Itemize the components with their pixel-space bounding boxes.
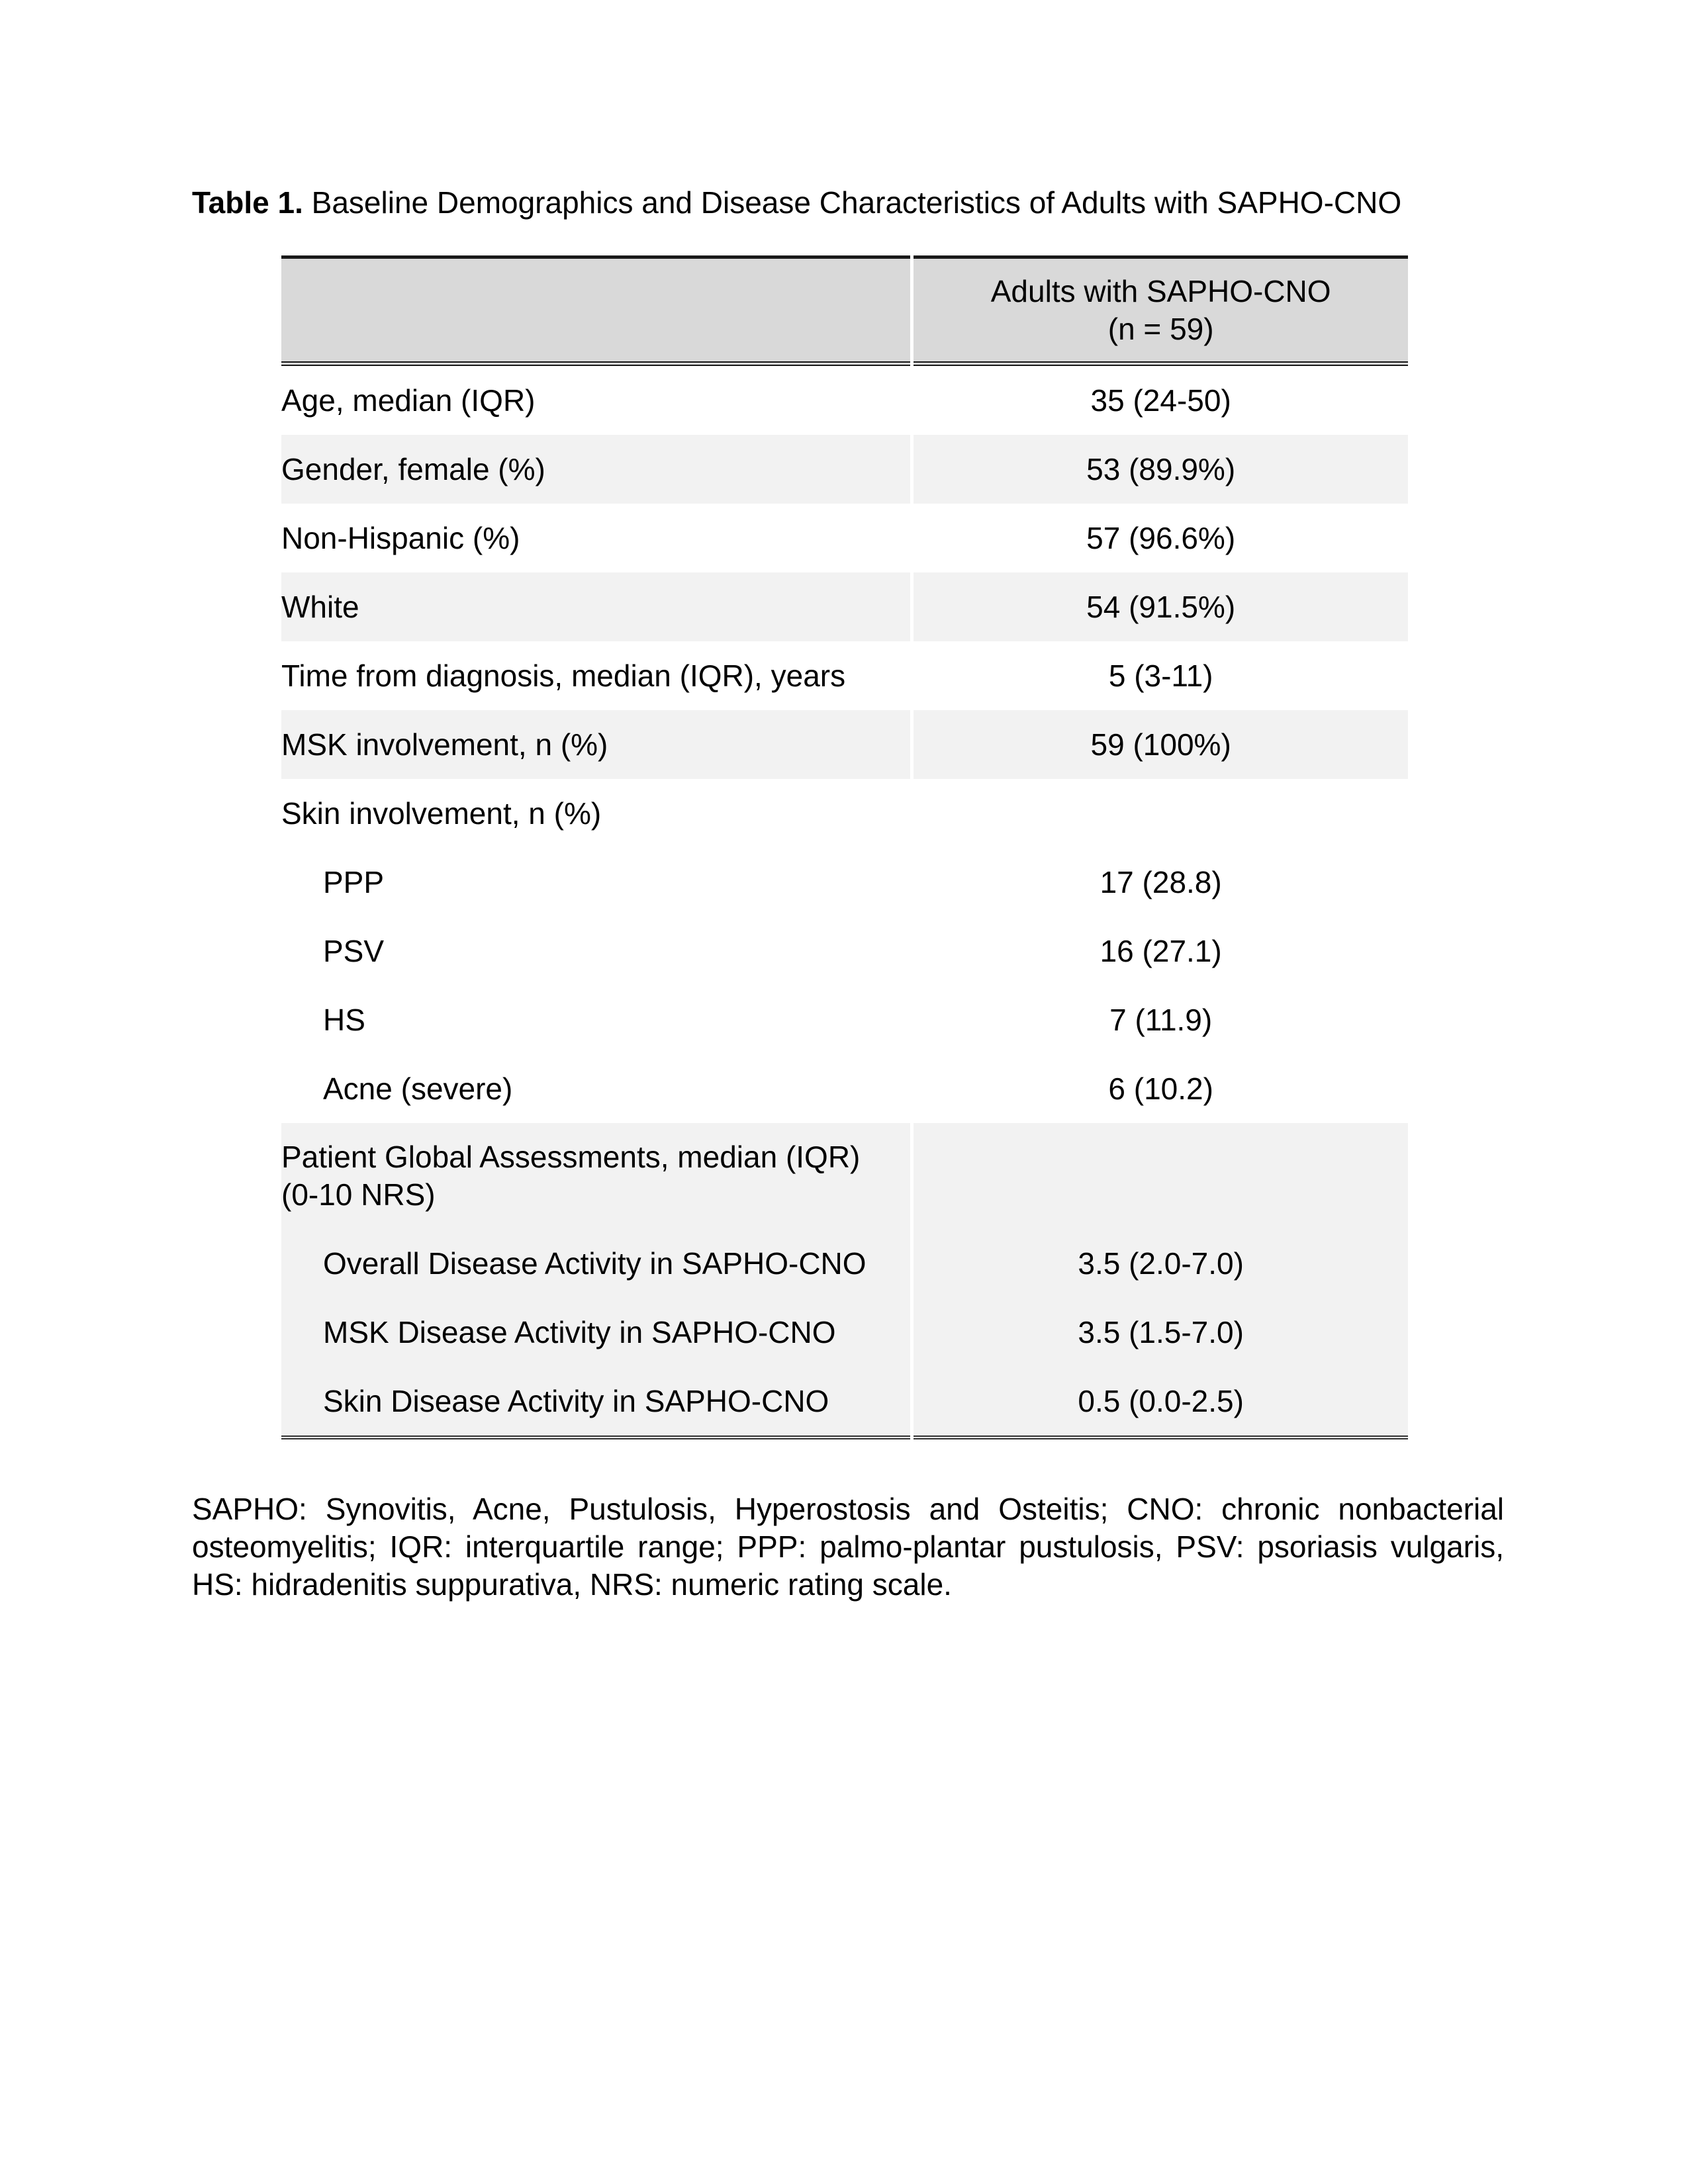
row-value-cell [914, 435, 1408, 504]
row-label: Gender, female (%) [281, 451, 545, 486]
table-caption-label: Table 1. [192, 185, 303, 220]
table-row [281, 848, 1408, 917]
row-value-cell [914, 985, 1408, 1054]
table-row [281, 641, 1408, 710]
row-value: 7 (11.9) [1109, 1002, 1213, 1037]
row-label: White [281, 589, 359, 624]
table-row [281, 366, 1408, 435]
row-label-cell [281, 1123, 910, 1229]
row-value: 57 (96.6%) [1086, 520, 1236, 555]
row-value: 35 (24-50) [1090, 383, 1231, 418]
row-value-cell [914, 1367, 1408, 1439]
row-label: MSK Disease Activity in SAPHO-CNO [323, 1314, 836, 1349]
row-value: 6 (10.2) [1108, 1071, 1213, 1106]
row-label-cell [281, 572, 910, 641]
table-footnote: SAPHO: Synovitis, Acne, Pustulosis, Hyperostosis and Osteitis; CNO: chronic nonbacterial osteomyelitis; IQR: interquartile range; PPP: palmo-plantar pustulosis, PSV: psoriasis vulgaris, HS: hidradenitis suppurativa, NRS: numeric rating scale. [192, 1492, 1504, 1602]
row-label-cell [281, 985, 910, 1054]
demographics-table [278, 255, 1411, 1439]
table-header [281, 255, 1408, 366]
row-label: Age, median (IQR) [281, 383, 536, 418]
row-label-cell [281, 1298, 910, 1367]
row-value-cell [914, 1123, 1408, 1229]
row-label-cell [281, 435, 910, 504]
row-label-cell [281, 710, 910, 779]
row-label: Skin Disease Activity in SAPHO-CNO [323, 1383, 829, 1418]
row-label-cell [281, 848, 910, 917]
row-value-cell [914, 1298, 1408, 1367]
table-row [281, 504, 1408, 572]
row-value-cell [914, 917, 1408, 985]
row-label-cell [281, 641, 910, 710]
table-row [281, 1298, 1408, 1367]
row-label-cell [281, 779, 910, 848]
row-label: Patient Global Assessments, median (IQR) [281, 1140, 861, 1174]
table-row [281, 572, 1408, 641]
row-label-cell [281, 917, 910, 985]
row-label-line2: (0-10 NRS) [281, 1177, 436, 1212]
header-empty-cell [281, 255, 910, 366]
table-row [281, 1123, 1408, 1229]
header-line2: (n = 59) [1107, 311, 1214, 346]
row-value-cell [914, 848, 1408, 917]
header-column-title [914, 255, 1408, 366]
row-value-cell [914, 572, 1408, 641]
row-label: HS [323, 1002, 365, 1037]
table-caption-text: Baseline Demographics and Disease Characteristics of Adults with SAPHO-CNO [311, 185, 1402, 220]
table-row [281, 435, 1408, 504]
row-label: PPP [323, 864, 385, 899]
row-label-cell [281, 1229, 910, 1298]
table-row [281, 1229, 1408, 1298]
table-body [281, 366, 1408, 1439]
header-line1: Adults with SAPHO-CNO [990, 273, 1331, 308]
row-value-cell [914, 641, 1408, 710]
row-value: 16 (27.1) [1100, 933, 1222, 968]
row-label: Skin involvement, n (%) [281, 796, 602, 831]
row-value: 0.5 (0.0-2.5) [1078, 1383, 1244, 1418]
table-row [281, 985, 1408, 1054]
row-value: 5 (3-11) [1108, 658, 1213, 693]
table-row [281, 779, 1408, 848]
row-value: 3.5 (1.5-7.0) [1078, 1314, 1244, 1349]
row-label: Acne (severe) [323, 1071, 513, 1106]
table-caption [192, 184, 1401, 222]
row-label: Non-Hispanic (%) [281, 520, 520, 555]
row-value-cell [914, 504, 1408, 572]
table-row [281, 1367, 1408, 1439]
row-value: 17 (28.8) [1100, 864, 1222, 899]
row-label: Overall Disease Activity in SAPHO-CNO [323, 1246, 867, 1281]
row-label-cell [281, 1367, 910, 1439]
row-value-cell [914, 366, 1408, 435]
row-label: Time from diagnosis, median (IQR), years [281, 658, 846, 693]
row-value: 3.5 (2.0-7.0) [1078, 1246, 1244, 1281]
row-label: MSK involvement, n (%) [281, 727, 608, 762]
table-header-row [281, 255, 1408, 366]
row-label-cell [281, 1054, 910, 1123]
row-value-cell [914, 779, 1408, 848]
row-value-cell [914, 1229, 1408, 1298]
row-value: 59 (100%) [1090, 727, 1231, 762]
row-value-cell [914, 710, 1408, 779]
row-value: 53 (89.9%) [1086, 451, 1236, 486]
row-value: 54 (91.5%) [1086, 589, 1236, 624]
table-row [281, 917, 1408, 985]
table-row [281, 710, 1408, 779]
row-label: PSV [323, 933, 385, 968]
row-label-cell [281, 366, 910, 435]
row-label-cell [281, 504, 910, 572]
row-value-cell [914, 1054, 1408, 1123]
table-row [281, 1054, 1408, 1123]
